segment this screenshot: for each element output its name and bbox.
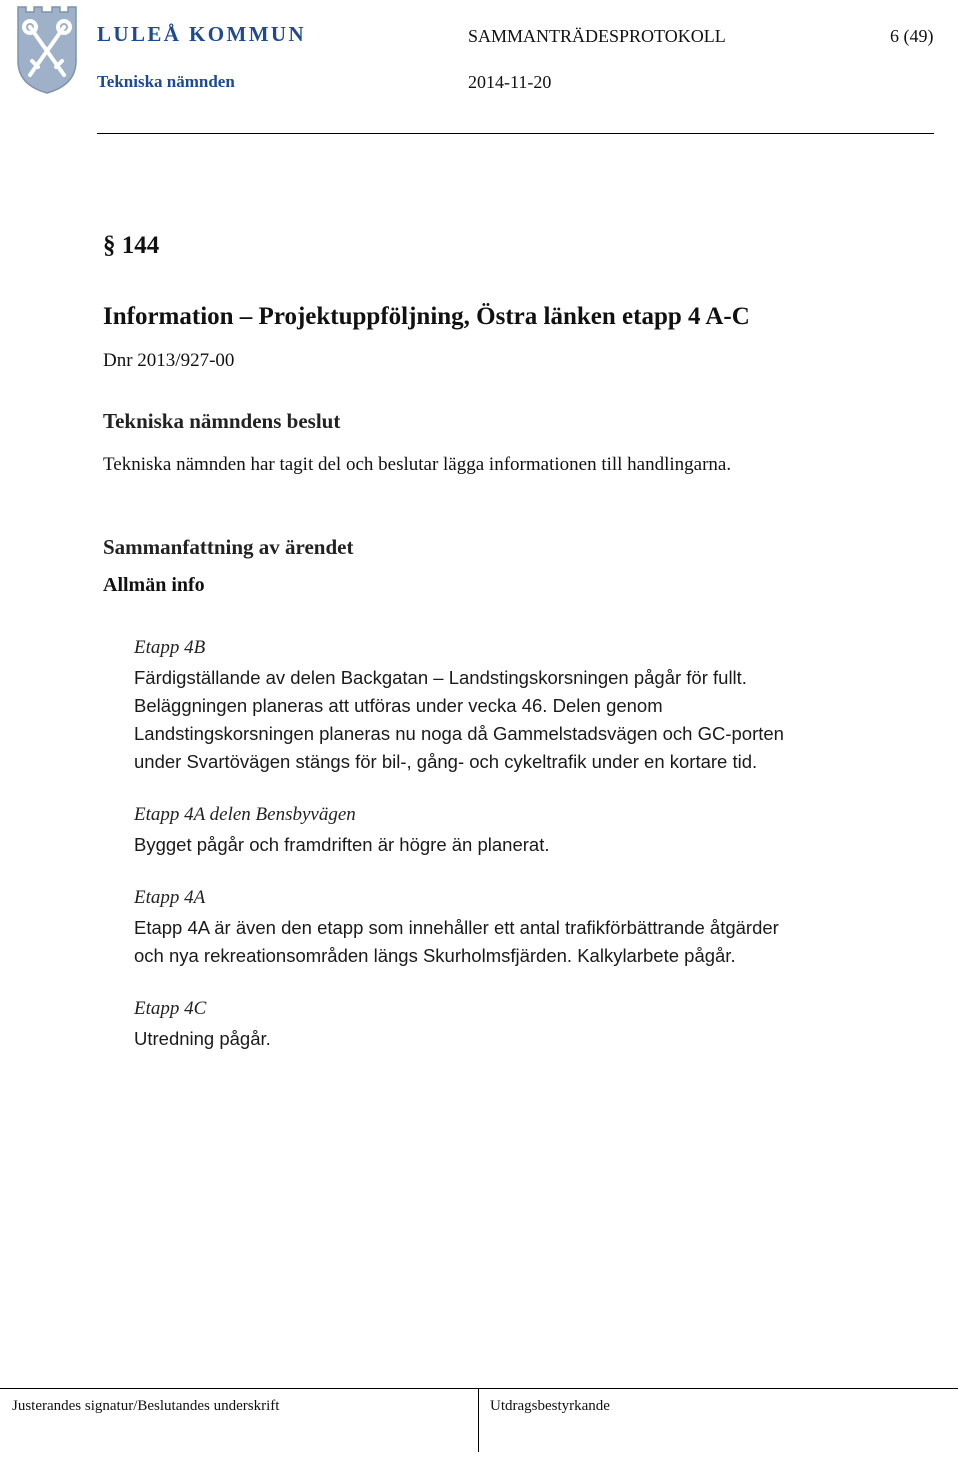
stage-text <box>134 831 549 859</box>
paragraph-number: § 144 <box>103 232 160 259</box>
stage-text <box>134 664 784 776</box>
page-number: 6 (49) <box>890 26 934 46</box>
text-line: Bygget pågår och framdriften är högre än planerat. <box>134 834 550 855</box>
committee-name: Tekniska nämnden <box>97 72 235 91</box>
stage-heading: Etapp 4A <box>134 887 206 908</box>
summary-heading: Sammanfattning av ärendet <box>103 535 354 559</box>
stage-heading: Etapp 4C <box>134 998 207 1019</box>
footer-column-divider <box>478 1388 479 1452</box>
text-line: Landstingskorsningen planeras nu noga då Gammelstadsvägen och GC-porten <box>134 723 784 744</box>
section-title: Information – Projektuppföljning, Östra länken etapp 4 A-C <box>103 303 750 330</box>
text-line: Etapp 4A är även den etapp som innehåller ett antal trafikförbättrande åtgärder <box>134 917 779 938</box>
municipality-emblem-icon <box>14 3 80 95</box>
decision-heading: Tekniska nämndens beslut <box>103 409 341 433</box>
document-type: SAMMANTRÄDESPROTOKOLL <box>468 26 726 46</box>
general-info-heading: Allmän info <box>103 574 205 596</box>
stage-text <box>134 914 779 970</box>
meeting-date: 2014-11-20 <box>468 72 552 92</box>
organization-name: LULEÅ KOMMUN <box>97 22 307 46</box>
text-line: Färdigställande av delen Backgatan – Landstingskorsningen pågår för fullt. <box>134 667 747 688</box>
stage-text <box>134 1025 271 1053</box>
header-divider <box>97 133 934 134</box>
case-number: Dnr 2013/927-00 <box>103 350 235 371</box>
text-line: Beläggningen planeras att utföras under vecka 46. Delen genom <box>134 695 663 716</box>
decision-text: Tekniska nämnden har tagit del och beslutar lägga informationen till handlingarna. <box>103 454 732 475</box>
text-line: Utredning pågår. <box>134 1028 271 1049</box>
stage-heading: Etapp 4B <box>134 637 206 658</box>
text-line: och nya rekreationsområden längs Skurholmsfjärden. Kalkylarbete pågår. <box>134 945 736 966</box>
signature-label: Justerandes signatur/Beslutandes underskrift <box>12 1398 280 1414</box>
extract-certification-label: Utdragsbestyrkande <box>490 1398 610 1414</box>
stage-heading: Etapp 4A delen Bensbyvägen <box>134 804 356 825</box>
footer-divider <box>0 1388 958 1389</box>
text-line: under Svartövägen stängs för bil-, gång- och cykeltrafik under en kortare tid. <box>134 751 758 772</box>
